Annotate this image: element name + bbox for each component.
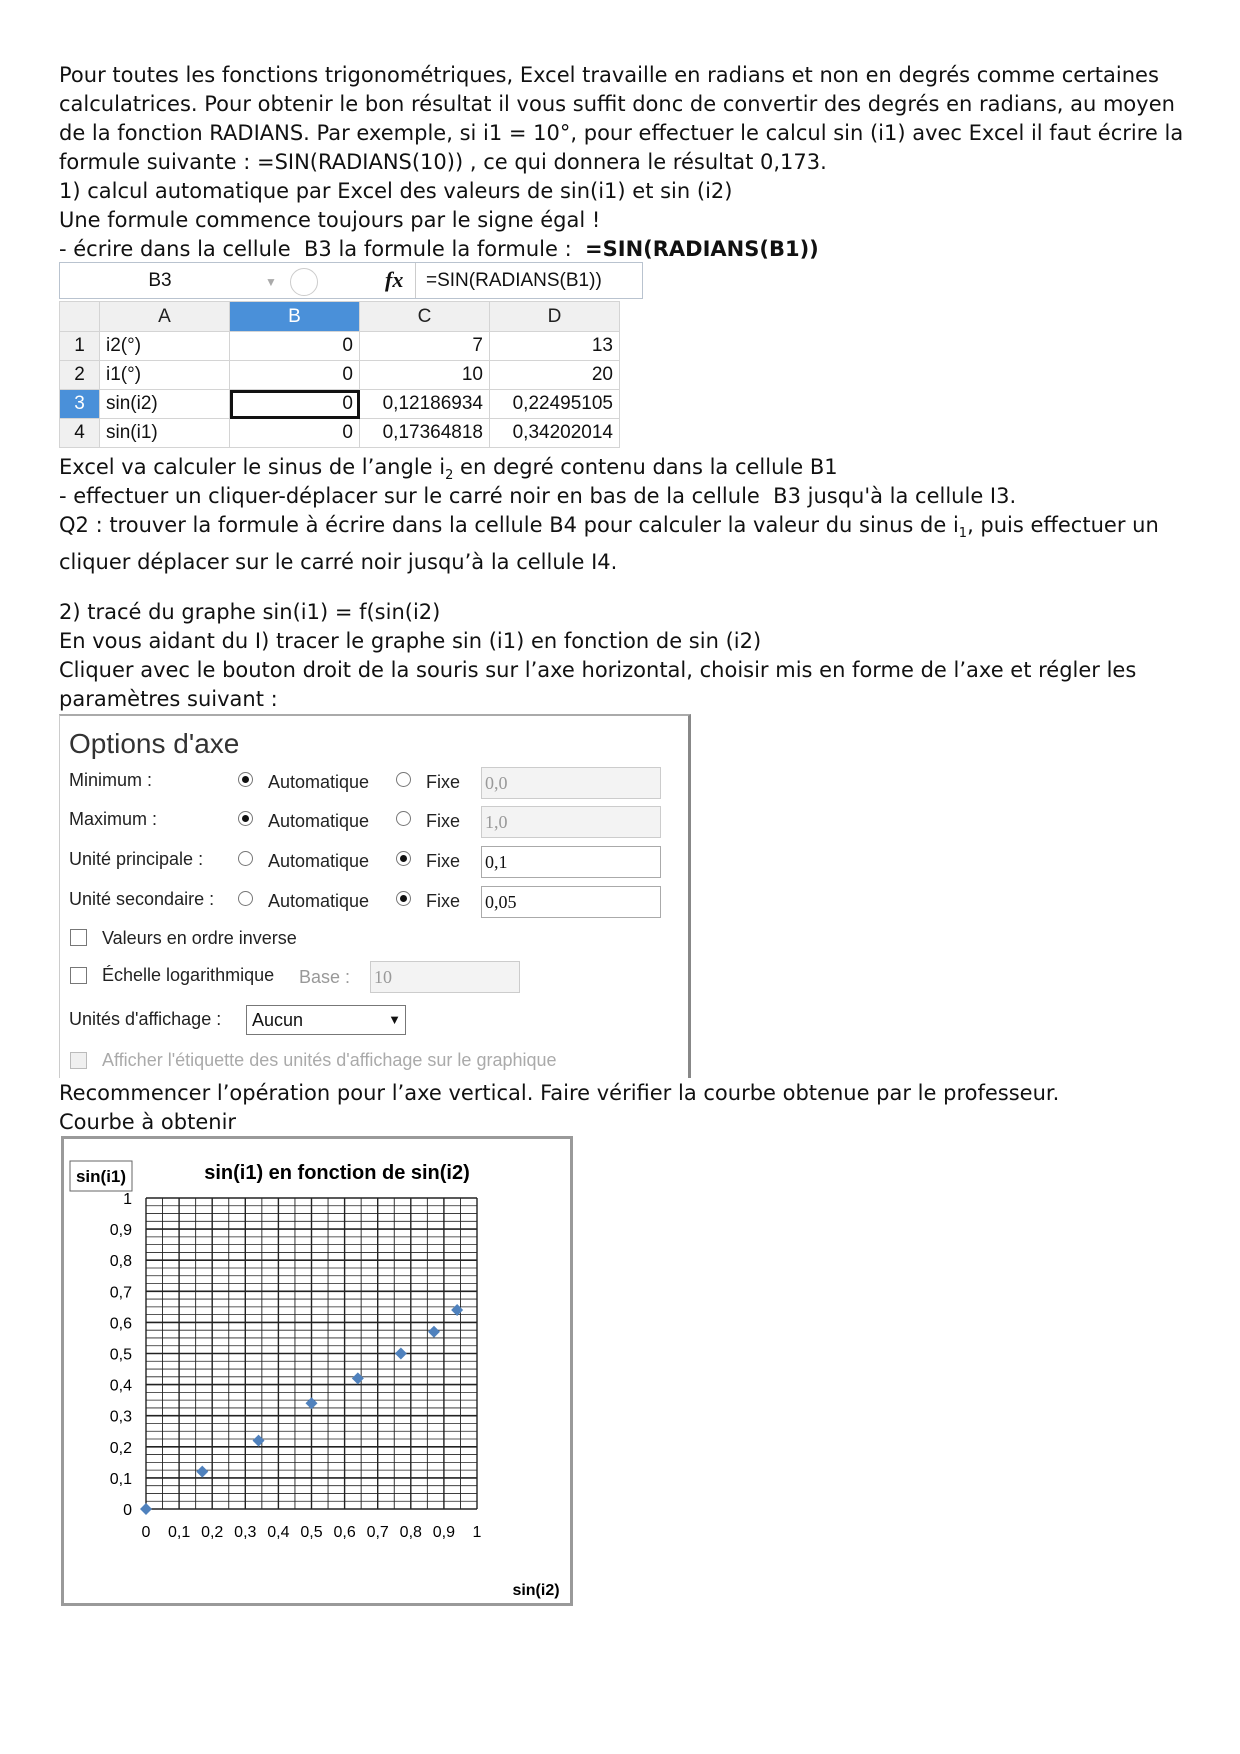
- minor-unit-value-field[interactable]: 0,05: [481, 886, 661, 918]
- name-box-dropdown-icon[interactable]: ▼: [265, 275, 277, 289]
- cell-d4[interactable]: 0,34202014: [490, 419, 620, 448]
- cell-b1[interactable]: 0: [230, 332, 360, 361]
- display-units-value: Aucun: [252, 1010, 304, 1030]
- graph-instruction: En vous aidant du I) tracer le graphe sin (i1) en fonction de sin (i2): [59, 629, 762, 653]
- y-tick-label: 0,8: [109, 1253, 132, 1271]
- question-subscript: 1: [958, 526, 968, 542]
- chart-points: [140, 1304, 463, 1515]
- minor-unit-fixed-radio[interactable]: [396, 891, 411, 906]
- chevron-down-icon[interactable]: ▼: [388, 1012, 401, 1027]
- cell-b2[interactable]: 0: [230, 361, 360, 390]
- axis-instruction: Cliquer avec le bouton droit de la souris sur l’axe horizontal, choisir mis en forme de l’axe et régler les paramètres suivant :: [59, 658, 1143, 711]
- row-header-4[interactable]: 4: [60, 419, 100, 448]
- minimum-auto-label[interactable]: Automatique: [268, 772, 370, 792]
- show-units-label: Afficher l'étiquette des unités d'affichage sur le graphique: [102, 1050, 557, 1070]
- major-unit-value-field[interactable]: 0,1: [481, 846, 661, 878]
- maximum-fixed-label[interactable]: Fixe: [426, 811, 461, 831]
- column-header-c[interactable]: C: [360, 302, 490, 332]
- drag-instruction: - effectuer un cliquer-déplacer sur le carré noir en bas de la cellule B3 jusqu'à la cellule I3.: [59, 484, 1017, 508]
- y-tick-label: 0,7: [109, 1284, 132, 1302]
- table-row: [60, 390, 620, 419]
- minimum-auto-radio[interactable]: [238, 772, 253, 787]
- cell-d1[interactable]: 13: [490, 332, 620, 361]
- y-tick-label: 0,9: [109, 1222, 132, 1240]
- cell-c4[interactable]: 0,17364818: [360, 419, 490, 448]
- data-point[interactable]: [451, 1304, 463, 1316]
- table-row: [60, 332, 620, 361]
- formula-bar: [59, 262, 643, 299]
- row-header-3[interactable]: 3: [60, 390, 100, 419]
- explain-text-b: en degré contenu dans la cellule B1: [453, 455, 838, 479]
- data-point[interactable]: [352, 1372, 364, 1384]
- y-tick-label: 0,4: [109, 1377, 132, 1395]
- major-unit-auto-radio[interactable]: [238, 851, 253, 866]
- x-tick-label: 0,3: [234, 1524, 257, 1541]
- explain-subscript: 2: [445, 468, 454, 484]
- cell-b3[interactable]: 0: [230, 390, 360, 419]
- explain-text-a: Excel va calculer le sinus de l’angle i: [59, 455, 446, 479]
- data-point[interactable]: [395, 1348, 407, 1360]
- y-tick-label: 0,3: [109, 1408, 132, 1426]
- cell-d2[interactable]: 20: [490, 361, 620, 390]
- maximum-auto-radio[interactable]: [238, 811, 253, 826]
- x-tick-label: 0,2: [201, 1524, 224, 1541]
- table-row: [60, 419, 620, 448]
- row-header-2[interactable]: 2: [60, 361, 100, 390]
- column-header-b[interactable]: B: [230, 302, 360, 332]
- question-text-a: Q2 : trouver la formule à écrire dans la cellule B4 pour calculer la valeur du sinus de i: [59, 513, 959, 537]
- column-header-row: [60, 302, 620, 332]
- minor-unit-fixed-label[interactable]: Fixe: [426, 891, 461, 911]
- expected-curve-label: Courbe à obtenir: [59, 1110, 237, 1134]
- reverse-order-checkbox[interactable]: [70, 929, 87, 946]
- spreadsheet: [59, 262, 643, 452]
- reverse-order-label[interactable]: Valeurs en ordre inverse: [102, 928, 297, 948]
- name-box[interactable]: B3: [148, 270, 172, 291]
- x-tick-label: 0,4: [267, 1524, 290, 1541]
- cell-a1[interactable]: i2(°): [100, 332, 230, 361]
- step2-heading: 2) tracé du graphe sin(i1) = f(sin(i2): [59, 600, 441, 624]
- dialog-title: Options d'axe: [69, 728, 240, 759]
- major-unit-label: Unité principale :: [69, 849, 204, 869]
- display-units-select[interactable]: [246, 1005, 406, 1035]
- cell-c1[interactable]: 7: [360, 332, 490, 361]
- major-unit-auto-label[interactable]: Automatique: [268, 851, 370, 871]
- minimum-fixed-radio[interactable]: [396, 772, 411, 787]
- cell-c2[interactable]: 10: [360, 361, 490, 390]
- chart-area[interactable]: [61, 1136, 573, 1606]
- x-tick-label: 0,1: [167, 1524, 191, 1541]
- y-tick-label: 0,2: [109, 1439, 132, 1457]
- y-axis-title: sin(i1): [75, 1167, 127, 1186]
- step1-heading: 1) calcul automatique par Excel des valeurs de sin(i1) et sin (i2): [59, 179, 733, 203]
- base-label: Base :: [299, 967, 351, 987]
- x-tick-label: 0,5: [300, 1524, 323, 1541]
- data-point[interactable]: [306, 1397, 318, 1409]
- axis-options-dialog: [59, 714, 691, 1078]
- major-unit-fixed-label[interactable]: Fixe: [426, 851, 461, 871]
- chart-title: sin(i1) en fonction de sin(i2): [204, 1162, 470, 1184]
- y-tick-label: 0: [123, 1502, 132, 1519]
- cell-a2[interactable]: i1(°): [100, 361, 230, 390]
- column-header-a[interactable]: A: [100, 302, 230, 332]
- chart-tick-labels: [110, 1191, 482, 1541]
- log-scale-checkbox[interactable]: [70, 967, 87, 984]
- cell-grid: [59, 301, 620, 448]
- table-row: [60, 361, 620, 390]
- maximum-label: Maximum :: [69, 809, 158, 829]
- cell-d3[interactable]: 0,22495105: [490, 390, 620, 419]
- question-text-b: , puis effectuer un cliquer déplacer sur le carré noir jusqu’à la cellule I4.: [59, 513, 1166, 575]
- minor-unit-label: Unité secondaire :: [69, 889, 215, 909]
- y-tick-label: 0,1: [109, 1470, 132, 1488]
- intro-paragraph: Pour toutes les fonctions trigonométriques, Excel travaille en radians et non en degrés comme certaines calculatrices. Pour obtenir le bon résultat il vous suffit donc de convertir des degrés en radians, au moyen de la fonction RADIANS. Par exemple, si i1 = 10°, pour effectuer le calcul sin (i1) avec Excel il faut écrire la formule suivante : =SIN(RADIANS(10)) , ce qui donnera le résultat 0,173.: [59, 63, 1190, 174]
- minor-unit-auto-label[interactable]: Automatique: [268, 891, 370, 911]
- y-tick-label: 0,5: [109, 1346, 132, 1364]
- column-header-d[interactable]: D: [490, 302, 620, 332]
- chart-gridlines: [146, 1198, 477, 1509]
- instruction-formula: =SIN(RADIANS(B1)): [585, 237, 819, 261]
- show-units-checkbox[interactable]: [70, 1052, 87, 1069]
- x-tick-label: 0: [141, 1524, 151, 1541]
- x-tick-label: 0,6: [333, 1524, 356, 1541]
- row-header-1[interactable]: 1: [60, 332, 100, 361]
- cell-b4[interactable]: 0: [230, 419, 360, 448]
- formula-note: Une formule commence toujours par le signe égal !: [59, 208, 601, 232]
- maximum-fixed-radio[interactable]: [396, 811, 411, 826]
- y-tick-label: 1: [123, 1191, 132, 1208]
- question-2: [59, 511, 1189, 577]
- minimum-fixed-label[interactable]: Fixe: [426, 772, 461, 792]
- repeat-instruction: Recommencer l’opération pour l’axe vertical. Faire vérifier la courbe obtenue par le professeur.: [59, 1081, 1060, 1105]
- instruction-line: [59, 235, 1189, 264]
- cell-a4[interactable]: sin(i1): [100, 419, 230, 448]
- minimum-value-field[interactable]: 0,0: [481, 767, 661, 799]
- cell-a3[interactable]: sin(i2): [100, 390, 230, 419]
- maximum-auto-label[interactable]: Automatique: [268, 811, 370, 831]
- data-point[interactable]: [140, 1503, 152, 1515]
- minimum-label: Minimum :: [69, 770, 153, 790]
- scatter-chart: [64, 1139, 570, 1603]
- data-point[interactable]: [196, 1466, 208, 1478]
- base-value-field[interactable]: 10: [370, 961, 520, 993]
- log-scale-label[interactable]: Échelle logarithmique: [102, 965, 275, 985]
- x-tick-label: 0,7: [366, 1524, 389, 1541]
- fx-icon[interactable]: fx: [385, 267, 404, 292]
- select-all-corner[interactable]: [60, 302, 100, 332]
- cell-c3[interactable]: 0,12186934: [360, 390, 490, 419]
- formula-bar-handle-icon: [290, 268, 318, 296]
- data-point[interactable]: [428, 1326, 440, 1338]
- x-axis-title: sin(i2): [512, 1582, 560, 1599]
- x-tick-label: 0,9: [432, 1524, 456, 1541]
- data-point[interactable]: [253, 1435, 265, 1447]
- y-tick-label: 0,6: [109, 1315, 132, 1333]
- x-tick-label: 0,8: [399, 1524, 422, 1541]
- x-tick-label: 1: [472, 1524, 482, 1541]
- minor-unit-auto-radio[interactable]: [238, 891, 253, 906]
- display-units-label: Unités d'affichage :: [69, 1009, 222, 1029]
- maximum-value-field[interactable]: 1,0: [481, 806, 661, 838]
- instruction-prefix: - écrire dans la cellule B3 la formule la formule :: [59, 237, 586, 261]
- formula-input[interactable]: =SIN(RADIANS(B1)): [415, 263, 643, 298]
- major-unit-fixed-radio[interactable]: [396, 851, 411, 866]
